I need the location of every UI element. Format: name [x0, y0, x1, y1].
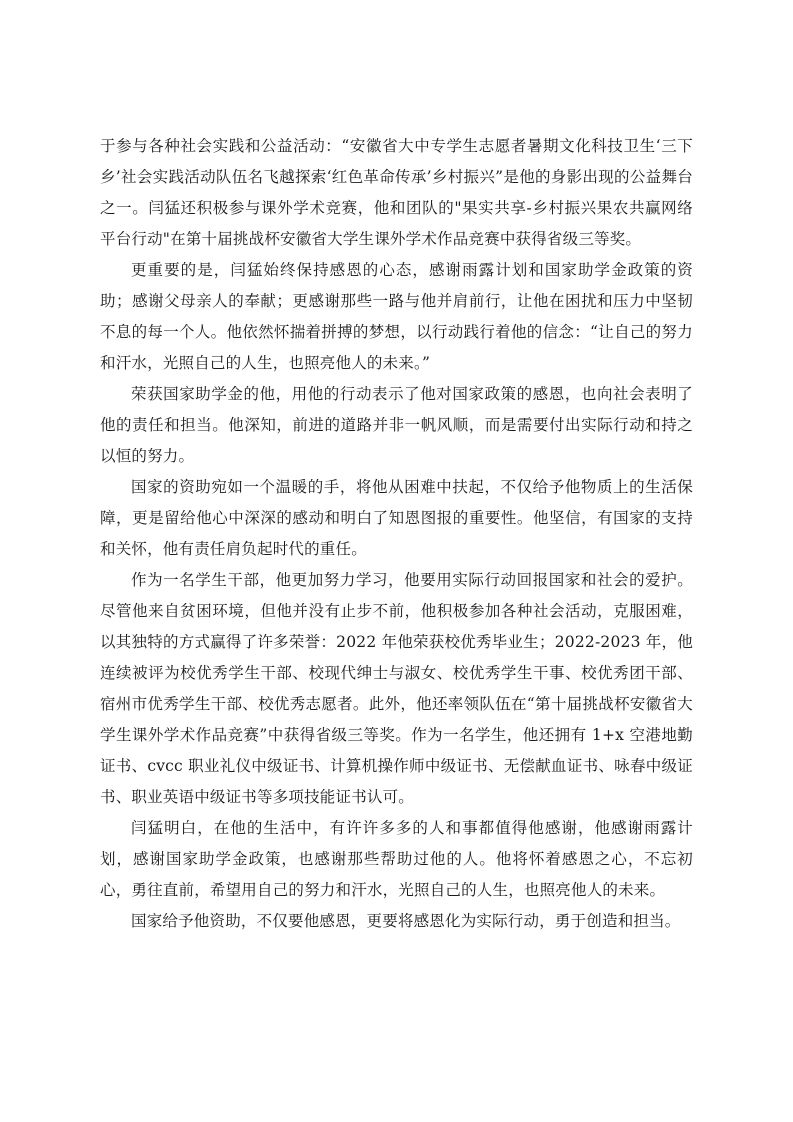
paragraph: 作为一名学生干部，他更加努力学习，他要用实际行动回报国家和社会的爱护。尽管他来自贫困环境，但他并没有止步不前，他积极参加各种社会活动，克服困难，以其独特的方式赢得了许多荣誉：2022 年他荣获校优秀毕业生；2022-2023 年，他连续被评为校优秀学生干部、校现代绅士与淑女、校优秀学生干事、校优秀团干部、宿州市优秀学生干部、校优秀志愿者。此外，他还率领队伍在“第十届挑战杯安徽省大学生课外学术作品竞赛”中获得省级三等奖。作为一名学生，他还拥有 1+x 空港地勤证书、cvcc 职业礼仪中级证书、计算机操作师中级证书、无偿献血证书、咏春中级证书、职业英语中级证书等多项技能证书认可。 — [100, 571, 693, 806]
paragraph: 国家给予他资助，不仅要他感恩，更要将感恩化为实际行动，勇于创造和担当。 — [131, 912, 681, 930]
paragraph-continuation: 于参与各种社会实践和公益活动：“安徽省大中专学生志愿者暑期文化科技卫生‘三下乡’社会实践活动队伍名飞越探索‘红色革命传承’乡村振兴”是他的身影出现的公益舞台之一。闫猛还积极参与课外学术竞赛，他和团队的"果实共享-乡村振兴果农共赢网络平台行动"在第十届挑战杯安徽省大学生课外学术作品竞赛中获得省级三等奖。 — [100, 137, 693, 248]
document-body-text — [100, 131, 693, 937]
paragraph: 国家的资助宛如一个温暖的手，将他从困难中扶起，不仅给予他物质上的生活保障，更是留给他心中深深的感动和明白了知恩图报的重要性。他坚信，有国家的支持和关怀，他有责任肩负起时代的重任。 — [100, 478, 693, 558]
paragraph: 荣获国家助学金的他，用他的行动表示了他对国家政策的感恩，也向社会表明了他的责任和担当。他深知，前进的道路并非一帆风顺，而是需要付出实际行动和持之以恒的努力。 — [100, 385, 693, 465]
paragraph: 闫猛明白，在他的生活中，有许许多多的人和事都值得他感谢，他感谢雨露计划，感谢国家助学金政策，也感谢那些帮助过他的人。他将怀着感恩之心，不忘初心，勇往直前，希望用自己的努力和汗水，光照自己的人生，也照亮他人的未来。 — [100, 819, 693, 899]
paragraph: 更重要的是，闫猛始终保持感恩的心态，感谢雨露计划和国家助学金政策的资助；感谢父母亲人的奉献；更感谢那些一路与他并肩前行，让他在困扰和压力中坚韧不息的每一个人。他依然怀揣着拼搏的梦想，以行动践行着他的信念：“让自己的努力和汗水，光照自己的人生，也照亮他人的未来。” — [100, 261, 693, 372]
